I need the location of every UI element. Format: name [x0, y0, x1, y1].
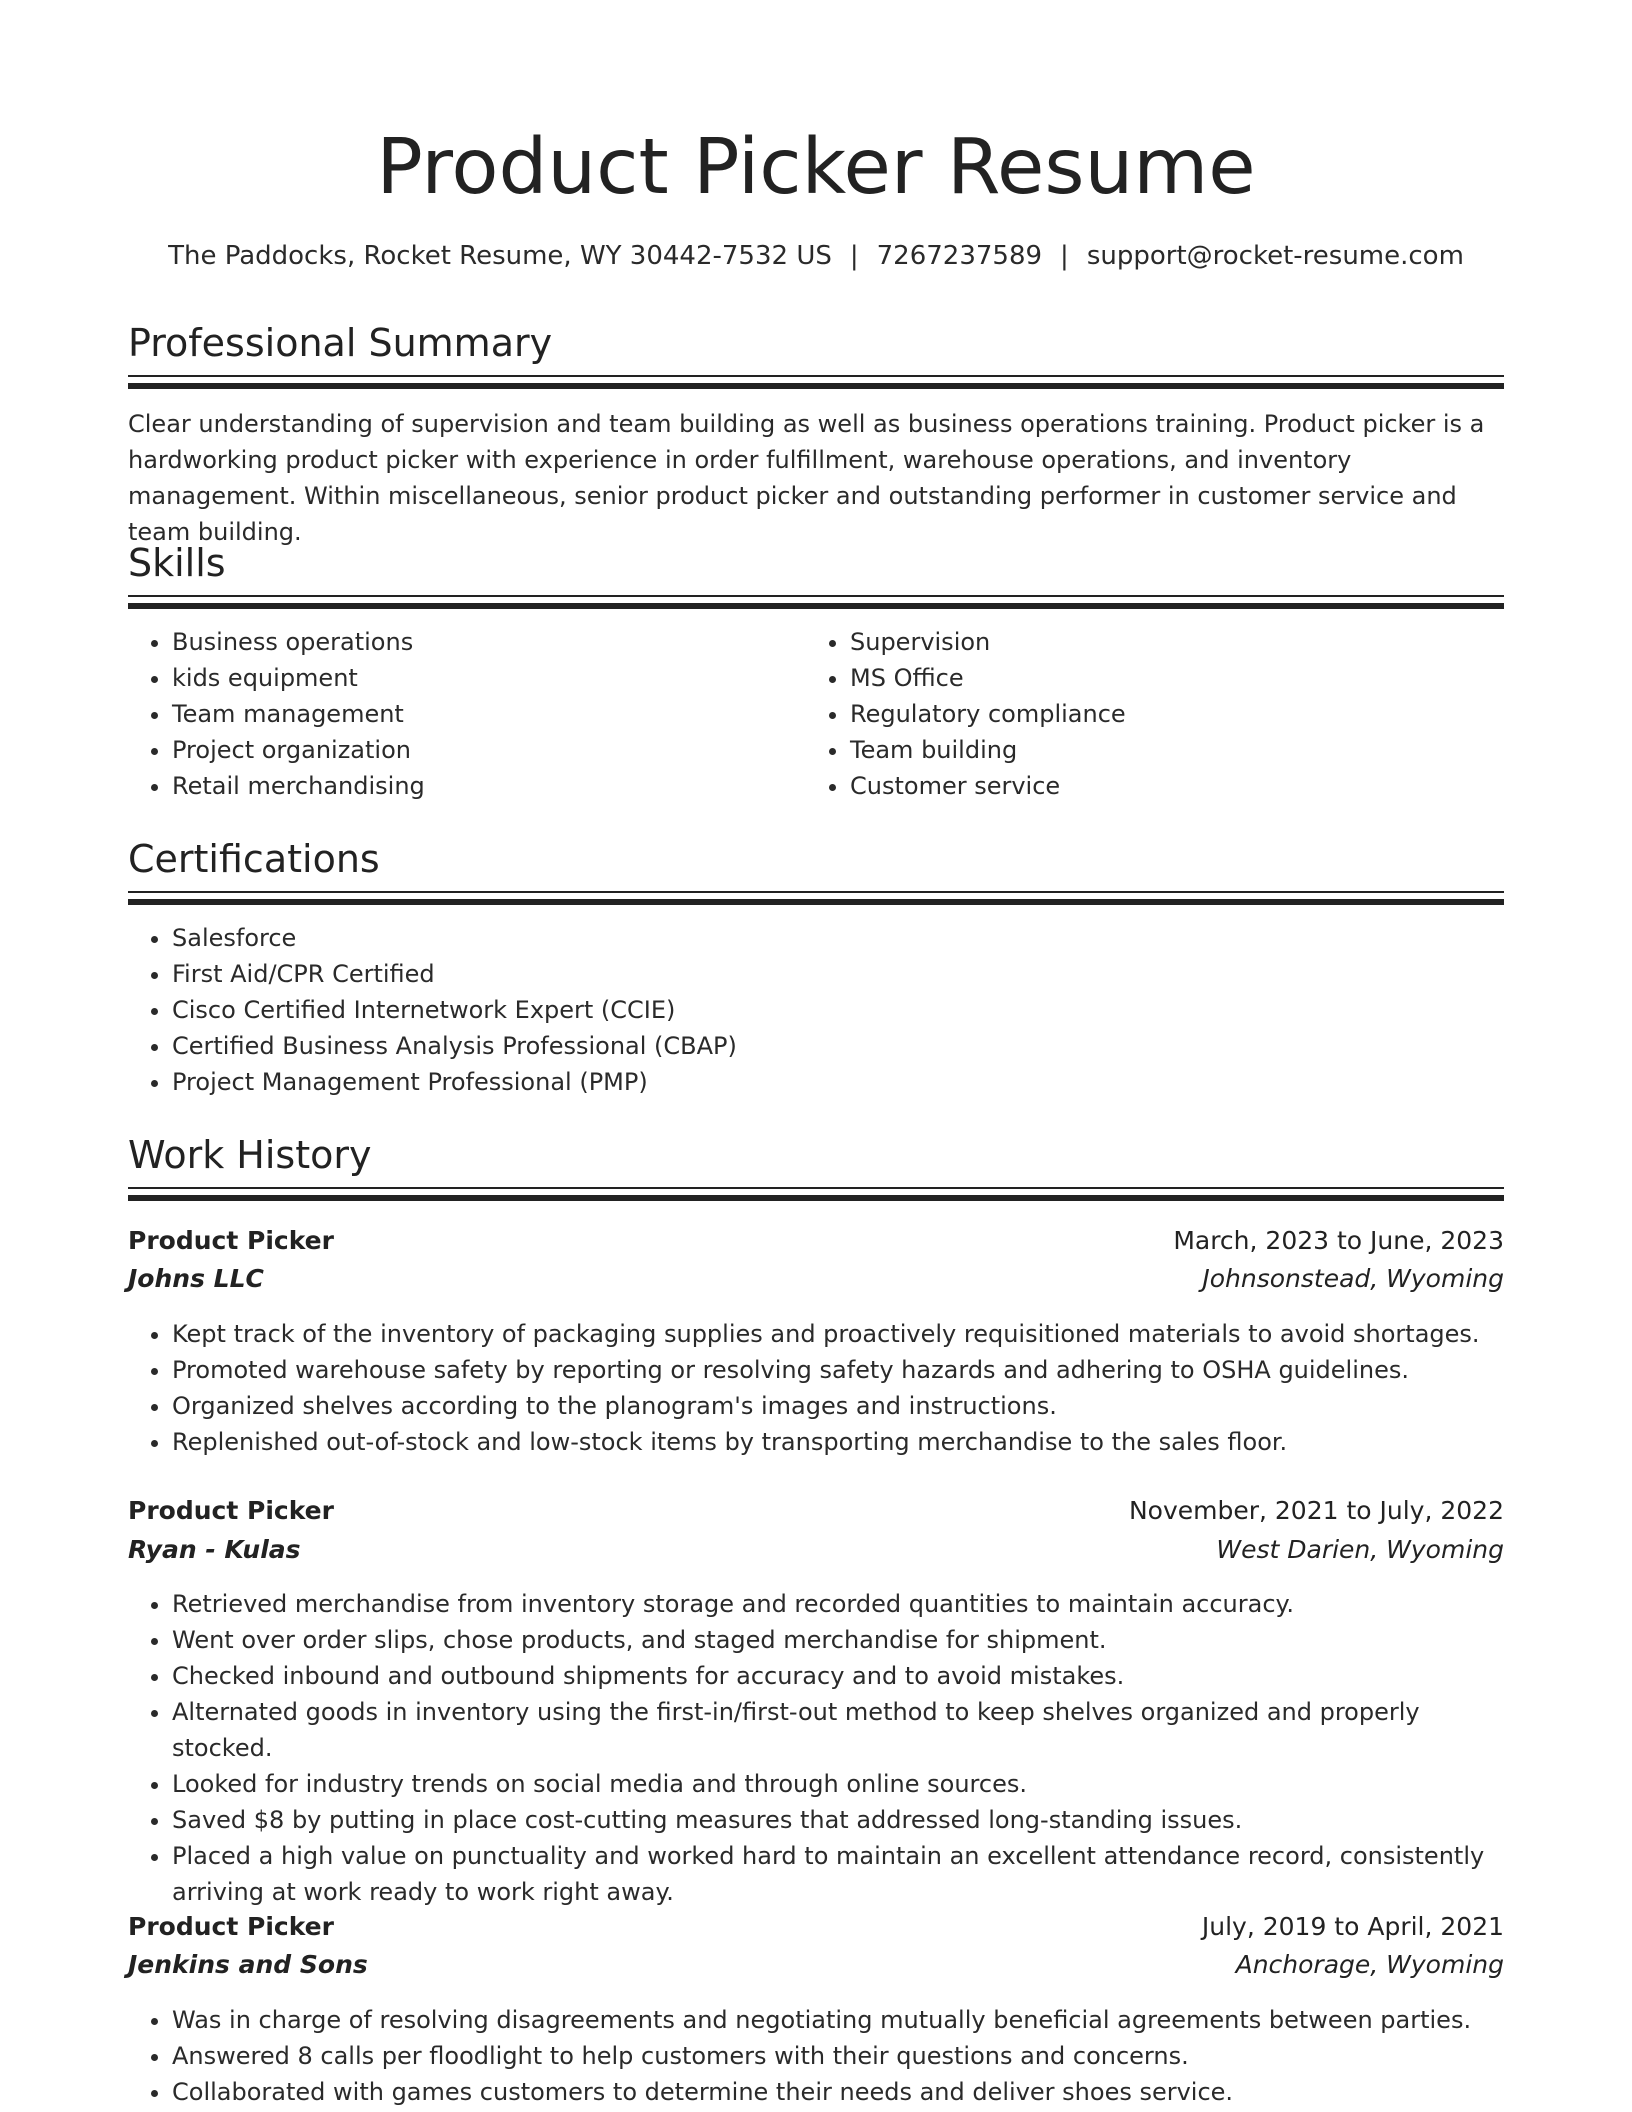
skills-list-left — [128, 624, 812, 804]
job-bullets — [128, 2002, 1504, 2110]
page-title: Product Picker Resume — [376, 123, 1256, 212]
skill-item: • Team building — [850, 732, 1490, 768]
contact-separator: | — [1060, 241, 1069, 271]
job-dates: July, 2019 to April, 2021 — [1201, 1912, 1504, 1941]
job-title: Product Picker — [128, 1226, 334, 1255]
job-header-row — [128, 1908, 1504, 1946]
certification-item: • Cisco Certified Internetwork Expert (CCIE) — [172, 992, 1504, 1028]
contact-email: support@rocket-resume.com — [1086, 241, 1464, 271]
job-bullet: • Placed a high value on punctuality and worked hard to maintain an excellent attendance record, consistently arriving at work ready to work right away. — [172, 1838, 1504, 1910]
certification-item: • Project Management Professional (PMP) — [172, 1064, 1504, 1100]
job-bullets — [128, 1316, 1504, 1460]
skill-item: • MS Office — [850, 660, 1490, 696]
job-bullet: • Collaborated with games customers to determine their needs and deliver shoes service. — [172, 2074, 1504, 2110]
job-bullet: • Retrieved merchandise from inventory storage and recorded quantities to maintain accuracy. — [172, 1586, 1504, 1622]
job-bullet: • Kept track of the inventory of packaging supplies and proactively requisitioned materials to avoid shortages. — [172, 1316, 1504, 1352]
job-header-row — [128, 1222, 1504, 1260]
contact-address: The Paddocks, Rocket Resume, WY 30442-7532 US — [168, 241, 832, 271]
job-header-row — [128, 1492, 1504, 1530]
job-bullet: • Promoted warehouse safety by reporting or resolving safety hazards and adhering to OSHA guidelines. — [172, 1352, 1504, 1388]
job-bullet: • Alternated goods in inventory using the first-in/first-out method to keep shelves organized and properly stocked. — [172, 1694, 1504, 1766]
skill-item: • Customer service — [850, 768, 1490, 804]
contact-separator: | — [849, 241, 859, 271]
job-location: Johnsonstead, Wyoming — [1202, 1264, 1504, 1293]
job-company-row — [128, 1260, 1504, 1298]
job-bullet: • Replenished out-of-stock and low-stock items by transporting merchandise to the sales floor. — [172, 1424, 1504, 1460]
job-company-row — [128, 1531, 1504, 1569]
job-bullet: • Looked for industry trends on social media and through online sources. — [172, 1766, 1504, 1802]
section-title-work-history: Work History — [128, 1133, 372, 1177]
skills-list-right — [806, 624, 1490, 804]
job-location: West Darien, Wyoming — [1216, 1535, 1504, 1564]
job-dates: March, 2023 to June, 2023 — [1173, 1226, 1504, 1255]
skill-item: • kids equipment — [172, 660, 812, 696]
section-divider — [128, 375, 1504, 389]
job-title: Product Picker — [128, 1912, 334, 1941]
skill-item: • Business operations — [172, 624, 812, 660]
contact-phone: 7267237589 — [876, 241, 1043, 271]
certification-item: • Certified Business Analysis Professional (CBAP) — [172, 1028, 1504, 1064]
contact-line — [0, 238, 1632, 274]
skill-item: • Regulatory compliance — [850, 696, 1490, 732]
job-bullet: • Organized shelves according to the planogram's images and instructions. — [172, 1388, 1504, 1424]
job-company: Ryan - Kulas — [128, 1535, 301, 1564]
section-divider — [128, 891, 1504, 905]
skill-item: • Team management — [172, 696, 812, 732]
skill-item: • Retail merchandising — [172, 768, 812, 804]
job-company: Jenkins and Sons — [128, 1950, 368, 1979]
job-dates: November, 2021 to July, 2022 — [1128, 1496, 1504, 1525]
section-divider — [128, 595, 1504, 609]
job-bullets — [128, 1586, 1504, 1910]
certification-item: • Salesforce — [172, 920, 1504, 956]
section-title-summary: Professional Summary — [128, 321, 553, 365]
job-bullet: • Saved $8 by putting in place cost-cutting measures that addressed long-standing issues. — [172, 1802, 1504, 1838]
job-location: Anchorage, Wyoming — [1235, 1950, 1504, 1979]
job-bullet: • Went over order slips, chose products, and staged merchandise for shipment. — [172, 1622, 1504, 1658]
summary-text: Clear understanding of supervision and team building as well as business operations training. Product picker is a hardworking product picker with experience in order fulfillment, warehouse operations, and inventory management. Within miscellaneous, senior product picker and outstanding performer in customer service and team building. — [128, 410, 1485, 546]
job-bullet: • Was in charge of resolving disagreements and negotiating mutually beneficial agreements between parties. — [172, 2002, 1504, 2038]
section-divider — [128, 1187, 1504, 1201]
job-bullet: • Checked inbound and outbound shipments for accuracy and to avoid mistakes. — [172, 1658, 1504, 1694]
job-company: Johns LLC — [128, 1264, 264, 1293]
job-bullet: • Answered 8 calls per floodlight to help customers with their questions and concerns. — [172, 2038, 1504, 2074]
certifications-list — [128, 920, 1504, 1100]
certification-item: • First Aid/CPR Certified — [172, 956, 1504, 992]
job-company-row — [128, 1946, 1504, 1984]
section-title-skills: Skills — [128, 541, 226, 585]
skill-item: • Supervision — [850, 624, 1490, 660]
job-title: Product Picker — [128, 1496, 334, 1525]
skill-item: • Project organization — [172, 732, 812, 768]
section-title-certifications: Certifications — [128, 837, 380, 881]
